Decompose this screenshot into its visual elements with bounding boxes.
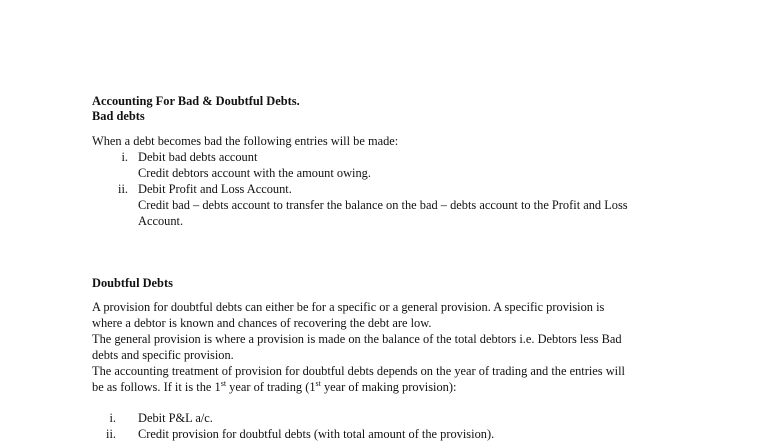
list-item-text: Debit Profit and Loss Account. xyxy=(138,182,292,196)
list-number: i. xyxy=(109,411,116,425)
list-item-text: Debit P&L a/c. xyxy=(138,411,213,425)
section-heading-doubtful-debts: Doubtful Debts xyxy=(92,276,173,290)
list-number: ii. xyxy=(118,182,128,196)
paragraph-line: A provision for doubtful debts can either be for a specific or a general provision. A specific provision is xyxy=(92,300,605,314)
section-heading-bad-debts: Bad debts xyxy=(92,109,145,123)
list-item-text: Credit provision for doubtful debts (with total amount of the provision). xyxy=(138,427,495,441)
list-item-text: Credit debtors account with the amount owing. xyxy=(138,166,371,180)
paragraph-line: be as follows. If it is the 1st year of trading (1st year of making provision): xyxy=(92,378,457,394)
list-item-text: Credit bad – debts account to transfer the balance on the bad – debts account to the Profit and Loss xyxy=(138,198,628,212)
paragraph-line: The accounting treatment of provision for doubtful debts depends on the year of trading and the entries will xyxy=(92,364,625,378)
paragraph-line: The general provision is where a provision is made on the balance of the total debtors i.e. Debtors less Bad xyxy=(92,332,622,346)
list-number: i. xyxy=(121,150,128,164)
list-item-text: Account. xyxy=(138,214,184,228)
document-title: Accounting For Bad & Doubtful Debts. xyxy=(92,94,300,108)
list-item-text: Debit bad debts account xyxy=(138,150,258,164)
list-number: ii. xyxy=(106,427,116,441)
paragraph-line: debts and specific provision. xyxy=(92,348,234,362)
bad-debts-intro: When a debt becomes bad the following entries will be made: xyxy=(92,134,399,148)
paragraph-line: where a debtor is known and chances of recovering the debt are low. xyxy=(92,316,432,330)
